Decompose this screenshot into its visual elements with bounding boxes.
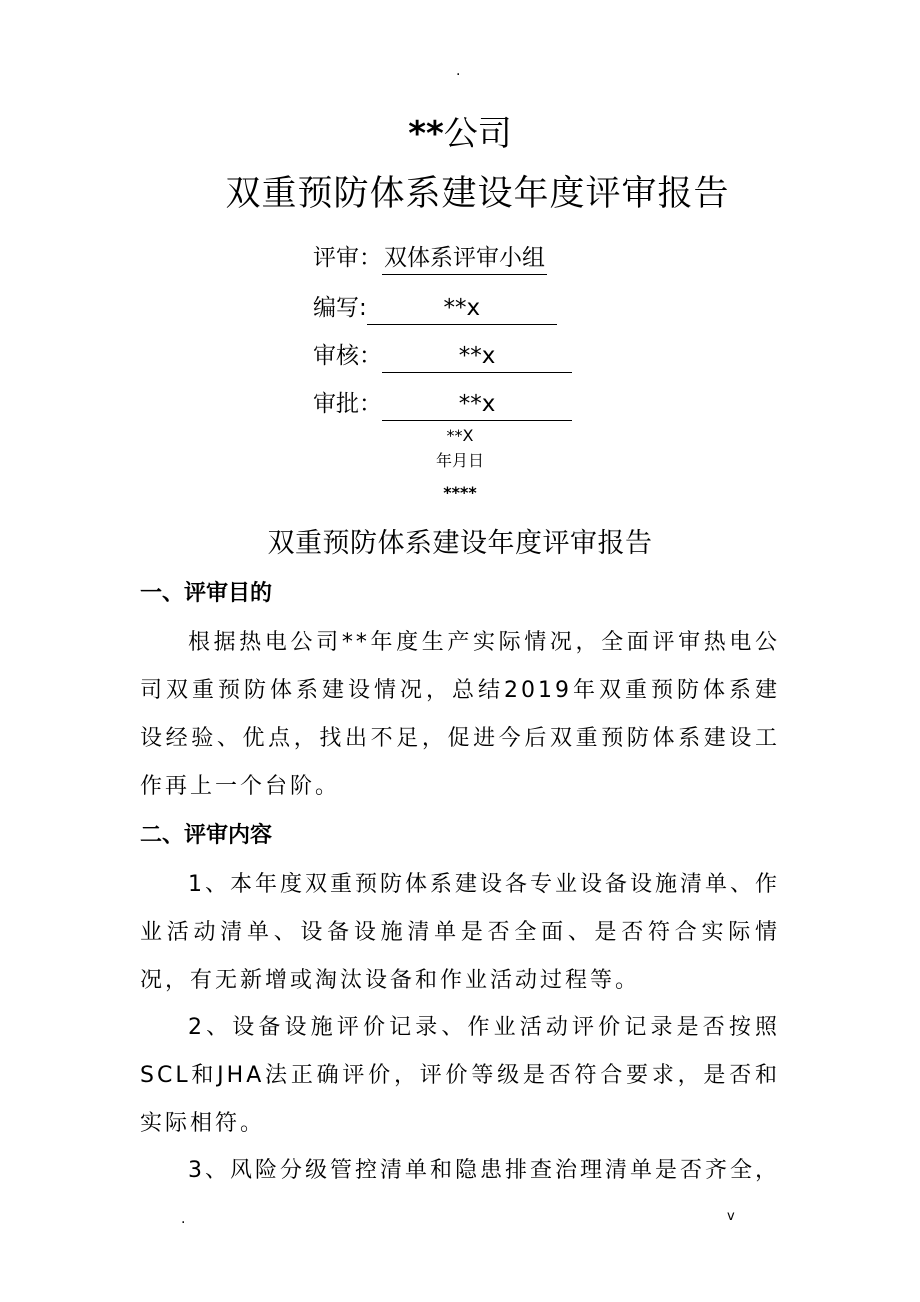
date-stars: **** bbox=[443, 483, 477, 502]
footer-mark: v bbox=[727, 1209, 735, 1224]
approve-field bbox=[313, 388, 572, 421]
date-person: **X bbox=[446, 426, 474, 445]
section2-title: 二、评审内容 bbox=[140, 823, 273, 848]
audit-label: 审核： bbox=[313, 343, 382, 369]
body-heading: 双重预防体系建设年度评审报告 bbox=[267, 528, 653, 559]
company-name: 公司 bbox=[443, 114, 512, 154]
content-item-1: 1、本年度双重预防体系建设各专业设备设施清单、作业活动清单、设备设施清单是否全面、是否符合实际情况，有无新增或淘汰设备和作业活动过程等。 bbox=[140, 872, 780, 993]
write-label: 编写: bbox=[313, 295, 367, 321]
approve-label: 审批： bbox=[313, 391, 382, 417]
content-item-3: 3、风险分级管控清单和隐患排查治理清单是否齐全， bbox=[188, 1158, 780, 1183]
review-label: 评审： bbox=[313, 245, 382, 271]
review-value: 双体系评审小组 bbox=[382, 242, 547, 275]
audit-field bbox=[313, 340, 572, 373]
review-field bbox=[313, 242, 547, 275]
audit-value: **x bbox=[382, 340, 572, 373]
company-title bbox=[0, 112, 920, 156]
header-dot: . bbox=[456, 63, 461, 79]
report-title: 双重预防体系建设年度评审报告 bbox=[225, 174, 730, 214]
write-value: **x bbox=[367, 292, 557, 325]
company-stars: ** bbox=[408, 114, 444, 154]
section1-paragraph: 根据热电公司**年度生产实际情况，全面评审热电公司双重预防体系建设情况，总结2019年双重预防体系建设经验、优点，找出不足，促进今后双重预防体系建设工作再上一个台阶。 bbox=[140, 630, 780, 799]
content-item-2: 2、设备设施评价记录、作业活动评价记录是否按照SCL和JHA法正确评价，评价等级是否符合要求，是否和实际相符。 bbox=[140, 1015, 780, 1136]
section1-title: 一、评审目的 bbox=[140, 581, 273, 606]
date-ymd: 年月日 bbox=[435, 451, 484, 470]
footer-dot: . bbox=[181, 1211, 186, 1227]
approve-value: **x bbox=[382, 388, 572, 421]
write-field bbox=[313, 292, 557, 325]
